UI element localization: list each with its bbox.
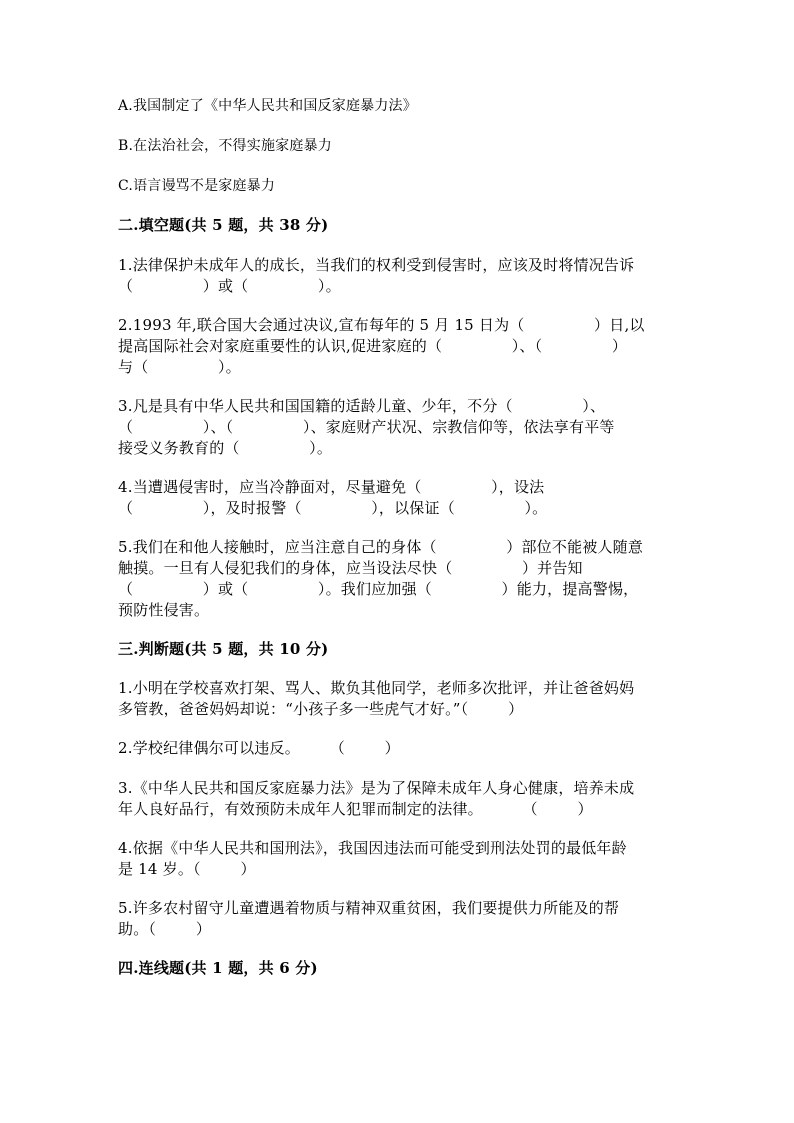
fill-q3-line-3: 接受义务教育的（ ）。 (118, 439, 333, 457)
fill-q5-line-1: 5.我们在和他人接触时，应当注意自己的身体（ ）部位不能被人随意 (118, 538, 644, 556)
fill-q2-line-1: 2.1993 年,联合国大会通过决议,宣布每年的 5 月 15 日为（ ）日,以 (118, 316, 645, 334)
fill-q2-line-3: 与（ ）。 (118, 358, 241, 376)
fill-q3-line-1: 3.凡是具有中华人民共和国国籍的适龄儿童、少年，不分（ ）、 (118, 397, 606, 415)
fill-q3-line-2: （ ）、（ ）、家庭财产状况、宗教信仰等，依法享有平等 (118, 418, 615, 436)
fill-q1-line-1: 1.法律保护未成年人的成长，当我们的权利受到侵害时，应该及时将情况告诉 (118, 256, 635, 274)
fill-q4-line-2: （ ），及时报警（ ），以保证（ ）。 (118, 499, 548, 517)
option-b: B.在法治社会，不得实施家庭暴力 (118, 138, 332, 154)
fill-q2-line-2: 提高国际社会对家庭重要性的认识,促进家庭的（ ）、（ ） (118, 337, 628, 355)
judge-q4-line-2: 是 14 岁。（ ） (118, 860, 256, 878)
section-heading-fill-blank: 二.填空题(共 5 题，共 38 分) (118, 216, 329, 234)
judge-q1-line-2: 多管教，爸爸妈妈却说：“小孩子多一些虎气才好。”（ ） (118, 700, 524, 718)
section-heading-matching: 四.连线题(共 1 题，共 6 分) (118, 959, 318, 977)
fill-q4-line-1: 4.当遭遇侵害时，应当冷静面对，尽量避免（ ），设法 (118, 478, 545, 496)
section-heading-true-false: 三.判断题(共 5 题，共 10 分) (118, 640, 329, 658)
judge-q5-line-2: 助。（ ） (118, 920, 212, 938)
fill-q5-line-3: （ ）或（ ）。我们应加强（ ）能力，提高警惕， (118, 580, 639, 598)
option-c: C.语言谩骂不是家庭暴力 (118, 178, 276, 194)
fill-q5-line-2: 触摸。一旦有人侵犯我们的身体，应当设法尽快（ ）并告知 (118, 559, 583, 577)
fill-q1-line-2: （ ）或（ ）。 (118, 277, 341, 295)
judge-q5-line-1: 5.许多农村留守儿童遭遇着物质与精神双重贫困，我们要提供力所能及的帮 (118, 899, 620, 917)
option-a: A.我国制定了《中华人民共和国反家庭暴力法》 (118, 98, 417, 114)
judge-q1-line-1: 1.小明在学校喜欢打架、骂人、欺负其他同学，老师多次批评，并让爸爸妈妈 (118, 679, 635, 697)
judge-q3-line-2: 年人良好品行，有效预防未成年人犯罪而制定的法律。 （ ） (118, 800, 593, 818)
fill-q5-line-4: 预防性侵害。 (118, 601, 210, 619)
judge-q2-line-1: 2.学校纪律偶尔可以违反。 （ ） (118, 739, 400, 757)
judge-q4-line-1: 4.依据《中华人民共和国刑法》，我国因违法而可能受到刑法处罚的最低年龄 (118, 839, 627, 857)
judge-q3-line-1: 3.《中华人民共和国反家庭暴力法》是为了保障未成年人身心健康，培养未成 (118, 779, 635, 797)
